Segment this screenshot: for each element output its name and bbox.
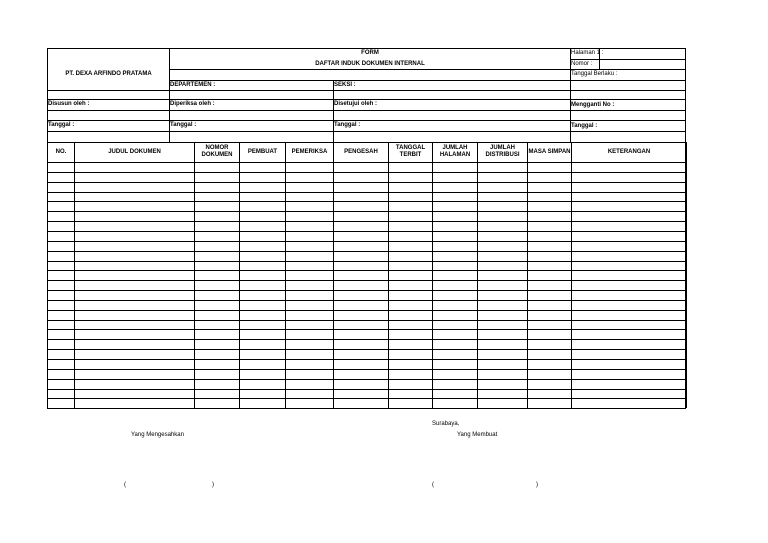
table-header-line xyxy=(47,162,686,163)
column-header: JUMLAH HALAMAN xyxy=(439,145,471,158)
signature-left-close: ) xyxy=(212,482,214,488)
table-row xyxy=(47,241,686,242)
tanggal-diperiksa: Tanggal : xyxy=(170,122,197,128)
table-row xyxy=(47,349,686,350)
column-header: PEMBUAT xyxy=(247,149,278,155)
company-name: PT. DEXA ARFINDO PRATAMA xyxy=(65,71,152,77)
table-row xyxy=(47,379,686,380)
tanggal-disusun: Tanggal : xyxy=(48,122,75,128)
footer-left-label: Yang Mengesahkan xyxy=(131,432,184,438)
halaman-label: Halaman 1 : xyxy=(571,50,604,56)
tanggal-mengganti: Tanggal : xyxy=(571,123,598,129)
table-row xyxy=(47,359,686,360)
hline-6 xyxy=(47,110,686,111)
column-header: NOMOR DOKUMEN xyxy=(201,145,233,158)
mengganti-label: Mengganti No : xyxy=(571,102,615,108)
hline-7 xyxy=(47,120,686,121)
diperiksa-label: Diperiksa oleh : xyxy=(170,101,215,107)
table-row xyxy=(47,201,686,202)
hline-8 xyxy=(47,131,686,132)
table-row xyxy=(47,369,686,370)
hline-5 xyxy=(47,99,686,100)
column-header: JUDUL DOKUMEN xyxy=(108,149,161,155)
form-title: DAFTAR INDUK DOKUMEN INTERNAL xyxy=(315,61,425,67)
table-row xyxy=(47,310,686,311)
signature-right-open: ( xyxy=(432,482,434,488)
table-row xyxy=(47,182,686,183)
footer-right-label: Yang Membuat xyxy=(457,432,498,438)
border-top xyxy=(47,48,686,49)
signature-left-open: ( xyxy=(124,482,126,488)
hline-1 xyxy=(570,59,686,60)
table-row xyxy=(47,329,686,330)
table-row xyxy=(47,290,686,291)
table-row xyxy=(47,398,686,399)
signature-right-close: ) xyxy=(536,482,538,488)
table-col-line xyxy=(686,142,687,408)
column-header: JUMLAH DISTRIBUSI xyxy=(485,145,520,158)
departemen-label: DEPARTEMEN : xyxy=(170,82,216,88)
table-row xyxy=(47,192,686,193)
column-header: MASA SIMPAN xyxy=(528,149,571,155)
table-top-line xyxy=(47,142,686,143)
column-header: PEMERIKSA xyxy=(291,149,328,155)
hline-2 xyxy=(169,69,686,70)
table-row xyxy=(47,339,686,340)
table-row xyxy=(47,172,686,173)
form-label: FORM xyxy=(361,50,379,56)
footer-city: Surabaya, xyxy=(432,421,460,427)
table-row xyxy=(47,280,686,281)
table-row xyxy=(47,211,686,212)
table-row xyxy=(47,251,686,252)
table-row xyxy=(47,221,686,222)
table-row xyxy=(47,231,686,232)
table-row xyxy=(47,300,686,301)
nomor-label: Nomor : xyxy=(571,61,593,67)
tanggal-berlaku-label: Tanggal Berlaku : xyxy=(571,71,618,77)
table-row xyxy=(47,320,686,321)
table-row xyxy=(47,270,686,271)
seksi-label: SEKSI : xyxy=(334,82,356,88)
column-header: TANGGAL TERBIT xyxy=(395,145,426,158)
disusun-label: Disusun oleh : xyxy=(48,101,90,107)
column-header: KETERANGAN xyxy=(607,149,651,155)
hline-4 xyxy=(47,90,686,91)
column-header: NO. xyxy=(55,149,67,155)
tanggal-disetujui: Tanggal : xyxy=(334,122,361,128)
disetujui-label: Disetujui oleh : xyxy=(334,101,378,107)
hline-3 xyxy=(169,80,686,81)
table-row xyxy=(47,389,686,390)
table-row xyxy=(47,261,686,262)
table-row xyxy=(47,408,686,409)
column-header: PENGESAH xyxy=(344,149,378,155)
